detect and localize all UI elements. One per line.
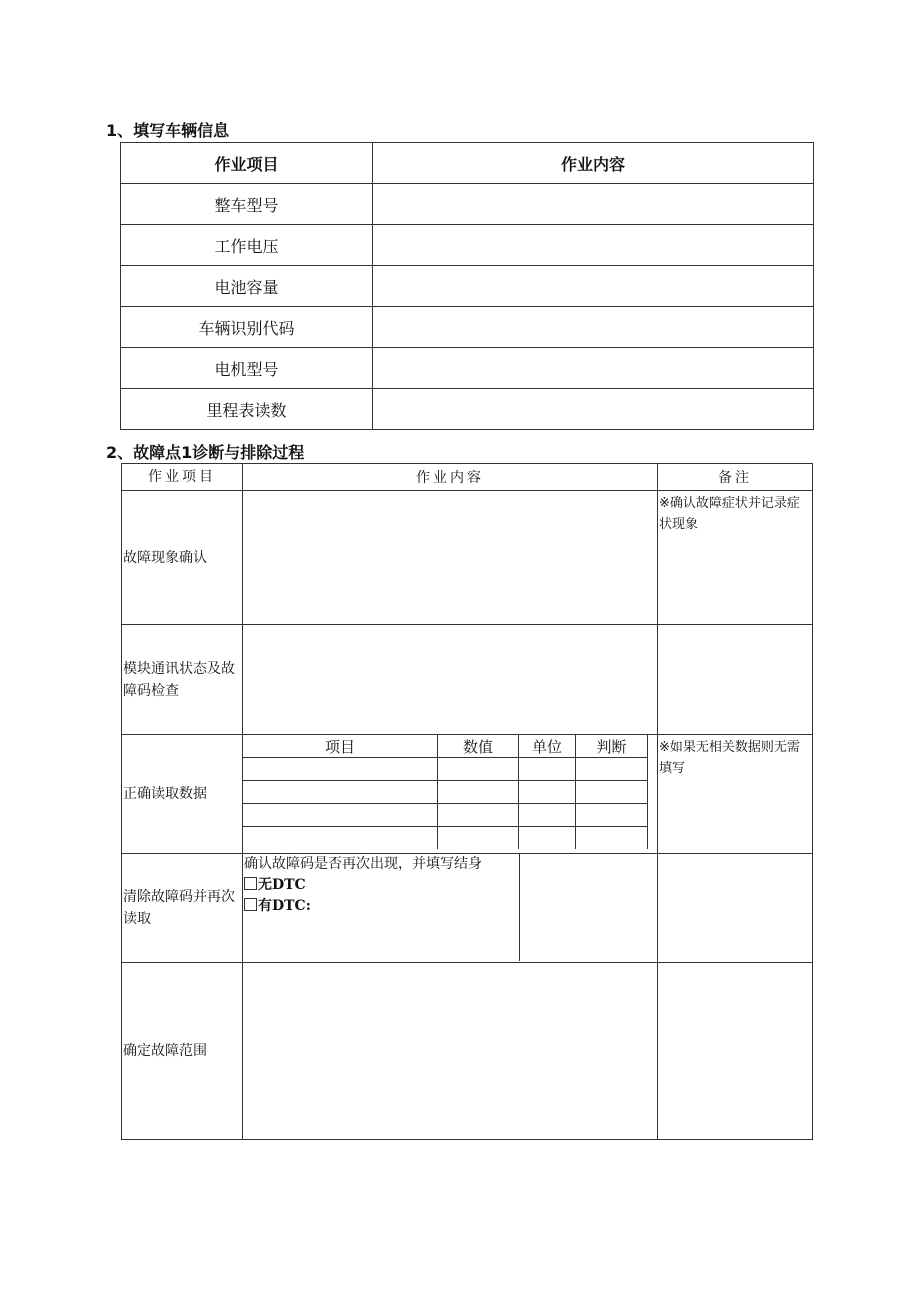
sub-header-cell: 数值 [438, 735, 519, 758]
sub-header-cell: 判断 [576, 735, 648, 758]
table-row [121, 348, 814, 389]
row-label: 故障现象确认 [122, 491, 243, 625]
has-dtc-label: 有DTC: [258, 898, 311, 914]
row-label: 模块通讯状态及故障码检查 [122, 625, 243, 735]
sub-cell[interactable] [243, 804, 438, 827]
table-row [121, 184, 814, 225]
table-header-row [122, 464, 813, 491]
header-cell: 作业内容 [243, 464, 658, 491]
checkbox-icon[interactable] [244, 877, 257, 890]
table-row [122, 625, 813, 735]
table-row [122, 735, 813, 854]
note-cell: ※如果无相关数据则无需填写 [658, 735, 813, 854]
sub-cell[interactable] [576, 827, 648, 850]
dtc-instruction: 确认故障码是否再次出现，并填写结身 [244, 856, 482, 872]
note-cell [658, 963, 813, 1140]
no-dtc-label: 无DTC [258, 877, 306, 893]
table-row [121, 307, 814, 348]
table-row [121, 225, 814, 266]
header-cell: 作业内容 [373, 143, 814, 184]
sub-header-cell: 单位 [519, 735, 576, 758]
row-label: 正确读取数据 [122, 735, 243, 854]
sub-cell[interactable] [519, 804, 576, 827]
section1-title: 1、填写车辆信息 [106, 121, 230, 140]
has-dtc-option[interactable] [244, 896, 519, 917]
note-cell [658, 854, 813, 963]
input-cell[interactable] [243, 963, 658, 1140]
data-readout-cell [243, 735, 658, 854]
sub-header-row [243, 735, 648, 758]
table-row [122, 963, 813, 1140]
sub-cell[interactable] [576, 804, 648, 827]
note-cell [658, 625, 813, 735]
input-cell[interactable] [373, 184, 814, 225]
sub-cell[interactable] [438, 804, 519, 827]
table-row [122, 491, 813, 625]
table-row [122, 854, 813, 963]
header-cell: 备注 [658, 464, 813, 491]
sub-cell[interactable] [438, 758, 519, 781]
input-cell[interactable] [373, 225, 814, 266]
input-cell[interactable] [243, 491, 658, 625]
sub-row [243, 827, 648, 850]
row-label: 电机型号 [121, 348, 373, 389]
input-cell[interactable] [373, 307, 814, 348]
dtc-recheck-content [243, 854, 520, 961]
sub-cell[interactable] [519, 758, 576, 781]
sub-cell[interactable] [438, 827, 519, 850]
sub-header-cell: 项目 [243, 735, 438, 758]
sub-cell[interactable] [519, 781, 576, 804]
header-cell: 作业项目 [121, 143, 373, 184]
section2-title: 2、故障点1诊断与排除过程 [106, 443, 305, 462]
input-cell[interactable] [243, 625, 658, 735]
sub-cell[interactable] [519, 827, 576, 850]
sub-row [243, 781, 648, 804]
row-label: 整车型号 [121, 184, 373, 225]
data-readout-table [243, 735, 648, 849]
sub-cell[interactable] [576, 781, 648, 804]
sub-cell[interactable] [243, 758, 438, 781]
table-row [121, 266, 814, 307]
sub-cell[interactable] [576, 758, 648, 781]
vehicle-info-table [120, 142, 814, 430]
row-label: 工作电压 [121, 225, 373, 266]
checkbox-icon[interactable] [244, 898, 257, 911]
input-cell[interactable] [373, 348, 814, 389]
row-label: 确定故障范围 [122, 963, 243, 1140]
header-cell: 作业项目 [122, 464, 243, 491]
table-row [121, 389, 814, 430]
sub-cell[interactable] [243, 827, 438, 850]
row-label: 车辆识别代码 [121, 307, 373, 348]
sub-row [243, 758, 648, 781]
table-header-row [121, 143, 814, 184]
input-cell[interactable] [373, 266, 814, 307]
no-dtc-option[interactable] [244, 875, 519, 896]
row-label: 清除故障码并再次读取 [122, 854, 243, 963]
sub-cell[interactable] [243, 781, 438, 804]
note-cell: ※确认故障症状并记录症状现象 [658, 491, 813, 625]
sub-row [243, 804, 648, 827]
row-label: 里程表读数 [121, 389, 373, 430]
input-cell[interactable] [373, 389, 814, 430]
sub-cell[interactable] [438, 781, 519, 804]
dtc-recheck-cell [243, 854, 658, 963]
diagnosis-table [121, 463, 813, 1140]
row-label: 电池容量 [121, 266, 373, 307]
